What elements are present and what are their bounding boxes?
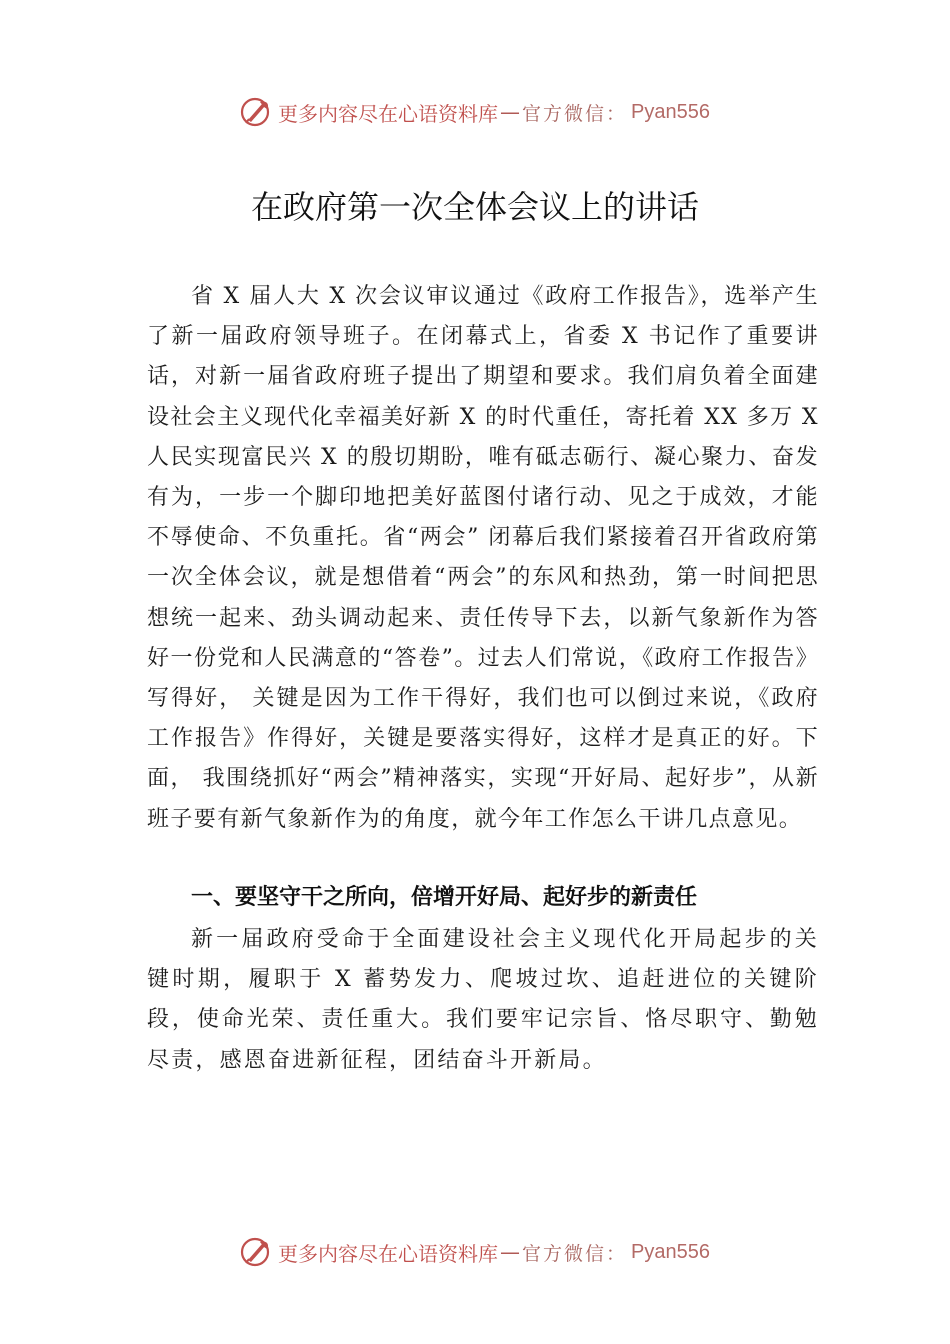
body-paragraph: 省 X 届人大 X 次会议审议通过《政府工作报告》，选举产生了新一届政府领导班子。在闭幕式上，省委 X 书记作了重要讲话，对新一届省政府班子提出了期望和要求。我们肩负着全面建设社会主义现代化幸福美好新 X 的时代重任，寄托着 XX 多万 X 人民实现富民兴 X 的殷切期盼，唯有砥志砺行、凝心聚力、奋发有为，一步一个脚印地把美好蓝图付诸行动、见之于成效，才能不辱使命、不负重托。省“两会” 闭幕后我们紧接着召开省政府第一次全体会议，就是想借着“两会”的东风和热劲，第一时间把思想统一起来、劲头调动起来、责任传导下去，以新气象新作为答好一份党和人民满意的“答卷”。过去人们常说，《政府工作报告》写得好， 关键是因为工作干得好，我们也可以倒过来说，《政府工作报告》作得好，关键是要落实得好，这样才是真正的好。下面， 我围绕抓好“两会”精神落实，实现“开好局、起好步”，从新班子要有新气象新作为的角度，就今年工作怎么干讲几点意见。 <box>147 284 819 832</box>
body-paragraph-2-block <box>147 920 819 1081</box>
footer-banner <box>0 1232 950 1272</box>
official-wechat-label: 官方微信： <box>522 102 628 125</box>
quill-pen-logo-icon <box>240 1236 272 1268</box>
promo-text: 更多内容尽在心语资料库 <box>278 1241 498 1266</box>
header-banner <box>0 92 950 132</box>
wechat-id: Pyan556 <box>631 100 710 123</box>
quill-pen-logo-icon <box>240 96 272 128</box>
body-paragraph-1-block <box>147 277 819 840</box>
wechat-id: Pyan556 <box>631 1240 710 1263</box>
body-paragraph: 新一届政府受命于全面建设社会主义现代化开局起步的关键时期，履职于 X 蓄势发力、爬坡过坎、追赶进位的关键阶段，使命光荣、责任重大。我们要牢记宗旨、恪尽职守、勤勉尽责，感恩奋进新征程，团结奋斗开新局。 <box>147 927 819 1073</box>
banner-separator: — <box>500 1240 520 1264</box>
document-title: 在政府第一次全体会议上的讲话 <box>250 188 699 226</box>
promo-text: 更多内容尽在心语资料库 <box>278 101 498 126</box>
official-wechat-label: 官方微信： <box>522 1242 628 1265</box>
banner-separator: — <box>500 100 520 124</box>
section-heading-1: 一、要坚守干之所向，倍增开好局、起好步的新责任 <box>191 885 698 910</box>
